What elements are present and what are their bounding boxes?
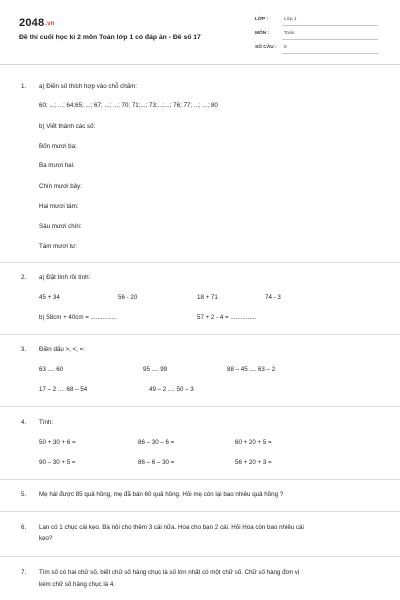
document-title: Đề thi cuối học kì 2 môn Toán lớp 1 có đáp án - Đề số 17 xyxy=(19,34,201,41)
question-divider xyxy=(0,334,400,335)
question-4-expression: 56 + 20 + 3 = xyxy=(235,459,272,466)
meta-divider xyxy=(282,53,378,54)
meta-divider xyxy=(282,25,378,26)
question-4-expression: 60 + 20 + 5 = xyxy=(235,439,272,446)
meta-divider xyxy=(282,39,378,40)
subject-label: MÔN : xyxy=(255,31,270,36)
question-5-number: 5. xyxy=(21,491,27,498)
question-4-title: Tính: xyxy=(39,419,54,426)
question-2-number: 2. xyxy=(21,274,27,281)
question-1-number: 1. xyxy=(21,83,27,90)
question-2-expression: b) 58cm + 40cm = ............... xyxy=(39,314,117,321)
count-label: SỐ CÂU : xyxy=(255,45,277,50)
question-7-number: 7. xyxy=(21,569,27,576)
question-1b-item: Chín mươi bảy: xyxy=(39,183,82,190)
question-divider xyxy=(0,406,400,407)
question-4-expression: 50 + 30 + 6 = xyxy=(39,439,76,446)
question-1a-sequence: 60; ...; ...; 64;65; ...; 67; ...; ...; 70; 71;...; 73;...;...; 76; 77; ...; ...; 80 xyxy=(39,102,218,109)
question-4-expression: 86 – 6 – 30 = xyxy=(138,459,175,466)
question-2-expression: 56 - 20 xyxy=(118,294,138,301)
question-1b-item: Hai mươi tám: xyxy=(39,203,79,210)
question-7-text-line1: Tìm số có hai chữ số, biết chữ số hàng chục là số lớn nhất có một chữ số. Chữ số hàng đơn vị xyxy=(39,569,300,576)
header-divider xyxy=(0,64,400,65)
question-6-text-line2: kẹo? xyxy=(39,535,53,542)
question-1b-item: Bốn mươi ba: xyxy=(39,143,77,150)
question-5-text: Mẹ hái được 85 quả hồng, mẹ đã bán 60 quả hồng. Hỏi mẹ còn lại bao nhiêu quả hồng ? xyxy=(39,491,284,498)
question-1b-item: Sáu mươi chín: xyxy=(39,223,82,230)
count-value: 8 xyxy=(284,45,287,50)
site-logo[interactable] xyxy=(19,17,55,29)
question-2-title: a) Đặt tính rồi tính: xyxy=(39,274,91,281)
question-2-expression: 18 + 71 xyxy=(197,294,218,301)
class-label: LỚP : xyxy=(255,17,269,22)
question-3-comparison: 49 – 2 .... 50 – 3 xyxy=(149,386,194,393)
question-3-number: 3. xyxy=(21,346,27,353)
logo-number: 2048 xyxy=(19,17,45,29)
question-4-number: 4. xyxy=(21,419,27,426)
question-divider xyxy=(0,262,400,263)
question-3-comparison: 63 .... 60 xyxy=(39,366,64,373)
question-3-comparison: 95 .... 99 xyxy=(143,366,168,373)
question-2-expression: 74 - 3 xyxy=(265,294,281,301)
question-1b-item: Tám mươi tư: xyxy=(39,243,78,250)
question-divider xyxy=(0,479,400,480)
subject-value: Toán xyxy=(284,31,295,36)
question-2-expression: 57 + 2 - 4 = ............... xyxy=(197,314,257,321)
question-2-expression: 45 + 34 xyxy=(39,294,60,301)
question-7-text-line2: kém chữ số hàng chục là 4. xyxy=(39,581,116,588)
question-divider xyxy=(0,511,400,512)
question-4-expression: 90 – 30 + 5 = xyxy=(39,459,76,466)
logo-suffix: .vn xyxy=(45,21,55,27)
question-divider xyxy=(0,556,400,557)
class-value: Lớp 1 xyxy=(284,17,297,22)
question-3-comparison: 88 – 45 .... 63 – 2 xyxy=(227,366,276,373)
question-3-title: Điền dấu >, <, =: xyxy=(39,346,85,353)
question-4-expression: 86 – 30 – 6 = xyxy=(138,439,175,446)
question-6-number: 6. xyxy=(21,524,27,531)
question-6-text-line1: Lan có 1 chục cái kẹo. Bà nội cho thêm 3 cái nữa. Hoa cho bạn 2 cái. Hỏi Hoa còn bao nhiêu cái xyxy=(39,524,304,531)
question-1a-title: a) Điền số thích hợp vào chỗ chấm: xyxy=(39,83,137,90)
question-1b-title: b) Viết thành các số: xyxy=(39,123,96,130)
question-1b-item: Ba mươi hai: xyxy=(39,162,75,169)
question-3-comparison: 17 – 2 .... 68 – 54 xyxy=(39,386,88,393)
